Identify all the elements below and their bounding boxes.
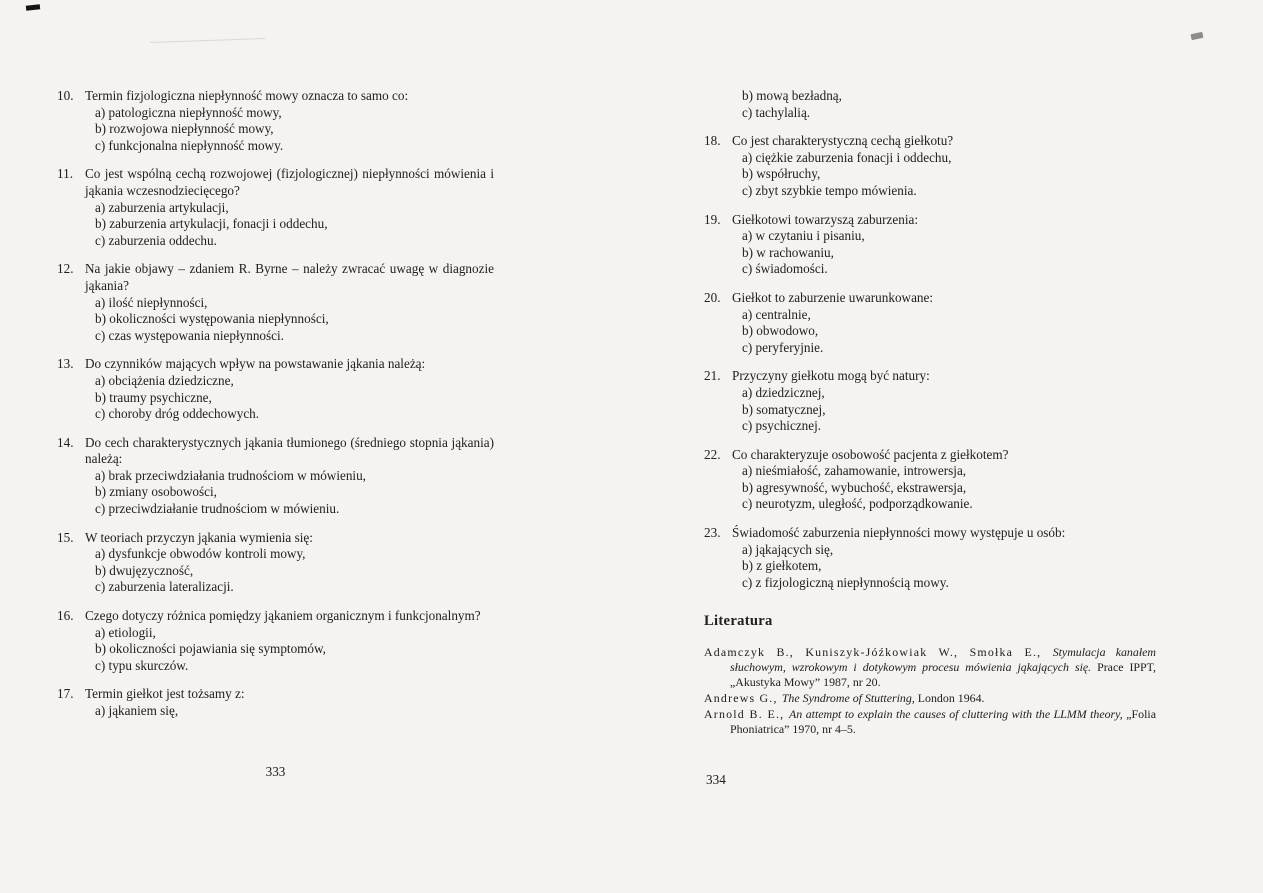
- question-option: b) w rachowaniu,: [742, 244, 834, 260]
- bibliography-title: An attempt to explain the causes of cluttering with the LLMM theory,: [789, 706, 1127, 721]
- question-body: [732, 212, 1156, 278]
- scan-artifact: [1191, 32, 1204, 40]
- question-body: [732, 368, 1156, 434]
- question-body: [85, 530, 494, 596]
- question-item: [704, 290, 1156, 356]
- bibliography-title: Stymulacja kanałem słuchowym, wzrokowym i dotykowym procesu mówienia jąkających się.: [730, 645, 1156, 674]
- bibliography-authors: Arnold B. E.,: [704, 706, 790, 721]
- question-item: [57, 435, 494, 518]
- question-body: [732, 290, 1156, 356]
- question-body: [732, 447, 1156, 513]
- question-number: 19.: [704, 211, 721, 227]
- question-option: b) somatycznej,: [742, 401, 826, 417]
- question-option: a) jąkaniem się,: [95, 703, 179, 718]
- bibliography-authors: Andrews G.,: [704, 690, 782, 705]
- question-option: b) zaburzenia artykulacji, fonacji i oddechu,: [95, 216, 328, 232]
- question-option: a) brak przeciwdziałania trudnościom w mówieniu,: [95, 467, 366, 483]
- question-item: [57, 686, 494, 719]
- page-number-right: 334: [706, 772, 726, 787]
- question-options: [742, 228, 1156, 278]
- question-option: c) funkcjonalna niepłynność mowy.: [95, 137, 284, 153]
- scan-artifact: [26, 4, 40, 10]
- question-number: 18.: [704, 133, 721, 149]
- bibliography-entry: [704, 707, 1156, 737]
- question-option: a) patologiczna niepłynność mowy,: [95, 104, 282, 120]
- question-number: 16.: [57, 608, 74, 624]
- question-text: Do czynników mających wpływ na powstawanie jąkania należą:: [85, 356, 426, 372]
- question-options: [742, 307, 1156, 357]
- question-text: W teoriach przyczyn jąkania wymienia się:: [85, 529, 313, 545]
- question-text: Przyczyny giełkotu mogą być natury:: [732, 368, 930, 384]
- question-number: 17.: [57, 686, 74, 702]
- question-option: b) obwodowo,: [742, 323, 819, 339]
- question-option: b) zmiany osobowości,: [95, 484, 217, 500]
- question-text: Termin fizjologiczna niepłynność mowy oznacza to samo co:: [85, 88, 409, 103]
- question-option: b) rozwojowa niepłynność mowy,: [95, 121, 274, 137]
- question-text: Termin giełkot jest tożsamy z:: [85, 686, 245, 702]
- question-options: [95, 105, 494, 155]
- question-item: [704, 212, 1156, 278]
- question-option: a) ciężkie zaburzenia fonacji i oddechu,: [742, 149, 952, 165]
- question-option: b) traumy psychiczne,: [95, 389, 212, 405]
- question-option: c) choroby dróg oddechowych.: [95, 406, 260, 422]
- question-number: 13.: [57, 356, 74, 372]
- question-option: c) tachylalią.: [742, 104, 811, 120]
- question-option: a) ilość niepłynności,: [95, 294, 208, 310]
- question-options: [742, 463, 1156, 513]
- question-number: 21.: [704, 368, 721, 384]
- question-options: [95, 546, 494, 596]
- question-options: [742, 150, 1156, 200]
- question-option: b) mową bezładną,: [742, 88, 842, 103]
- question-option: a) etiologii,: [95, 624, 156, 640]
- question-option: c) neurotyzm, uległość, podporządkowanie.: [742, 496, 973, 512]
- question-option: a) dziedzicznej,: [742, 384, 825, 400]
- right-questions: [704, 133, 1156, 591]
- question-option: b) agresywność, wybuchość, ekstrawersja,: [742, 479, 967, 495]
- question-option: c) przeciwdziałanie trudnościom w mówieniu.: [95, 501, 340, 517]
- question-option: b) okoliczności pojawiania się symptomów,: [95, 641, 326, 657]
- question-item: [57, 166, 494, 249]
- question-options: [95, 703, 494, 720]
- question-body: [85, 166, 494, 249]
- question-option: b) dwujęzyczność,: [95, 562, 194, 578]
- question-number: 14.: [57, 434, 74, 450]
- question-number: 12.: [57, 261, 74, 277]
- bibliography-authors: Adamczyk B., Kuniszyk-Jóźkowiak W., Smołka E.,: [704, 645, 1053, 660]
- question-body: [85, 356, 494, 422]
- question-number: 15.: [57, 529, 74, 545]
- question-option: b) współruchy,: [742, 166, 821, 182]
- question-text: Co jest charakterystyczną cechą giełkotu?: [732, 133, 954, 149]
- question-number: 11.: [57, 166, 73, 182]
- question-option: c) świadomości.: [742, 261, 828, 277]
- continued-options: [742, 88, 1156, 121]
- bibliography-entries: [704, 645, 1156, 736]
- question-text: Na jakie objawy – zdaniem R. Byrne – należy zwracać uwagę w diagnozie jąkania?: [85, 261, 494, 293]
- question-text: Czego dotyczy różnica pomiędzy jąkaniem organicznym i funkcjonalnym?: [85, 608, 481, 624]
- question-option: a) zaburzenia artykulacji,: [95, 199, 229, 215]
- question-body: [85, 88, 494, 154]
- question-body: [85, 686, 494, 719]
- question-item: [57, 530, 494, 596]
- question-options: [742, 542, 1156, 592]
- question-body: [732, 525, 1156, 591]
- question-body: [732, 133, 1156, 199]
- question-text: Giełkot to zaburzenie uwarunkowane:: [732, 289, 934, 305]
- scan-artifact: [150, 38, 265, 43]
- question-item: [704, 447, 1156, 513]
- question-option: c) czas występowania niepłynności.: [95, 327, 284, 343]
- question-options: [95, 468, 494, 518]
- question-options: [95, 295, 494, 345]
- question-options: [95, 200, 494, 250]
- question-options: [95, 625, 494, 675]
- question-option: a) w czytaniu i pisaniu,: [742, 228, 865, 244]
- question-option: b) okoliczności występowania niepłynności,: [95, 311, 329, 327]
- question-number: 23.: [704, 525, 721, 541]
- question-option: a) obciążenia dziedziczne,: [95, 372, 234, 388]
- question-option: c) zbyt szybkie tempo mówienia.: [742, 182, 917, 198]
- question-item: [57, 608, 494, 674]
- question-option: c) zaburzenia oddechu.: [95, 232, 217, 248]
- question-option: a) centralnie,: [742, 306, 811, 322]
- bibliography-publication: London 1964.: [917, 690, 985, 705]
- question-text: Świadomość zaburzenia niepłynności mowy występuje u osób:: [732, 525, 1066, 541]
- question-options: [95, 373, 494, 423]
- right-page: [704, 88, 1156, 737]
- question-number: 22.: [704, 446, 721, 462]
- bibliography-entry: [704, 645, 1156, 690]
- left-questions: [57, 88, 494, 720]
- question-item: [704, 133, 1156, 199]
- bibliography-title: The Syndrome of Stuttering,: [781, 690, 918, 705]
- question-text: Co charakteryzuje osobowość pacjenta z giełkotem?: [732, 446, 1009, 462]
- page-number-left: 333: [265, 764, 286, 779]
- question-option: c) zaburzenia lateralizacji.: [95, 579, 234, 595]
- question-body: [85, 435, 494, 518]
- bibliography-entry: [704, 691, 1156, 706]
- question-option: b) z giełkotem,: [742, 558, 822, 574]
- question-option: a) jąkających się,: [742, 541, 834, 557]
- question-option: a) nieśmiałość, zahamowanie, introwersja,: [742, 463, 967, 479]
- question-item: [57, 261, 494, 344]
- question-option: c) psychicznej.: [742, 418, 822, 434]
- question-number: 20.: [704, 289, 721, 305]
- question-item: [704, 368, 1156, 434]
- bibliography-publication: „Folia Phoniatrica” 1970, nr 4–5.: [730, 706, 1156, 736]
- bibliography-publication: Prace IPPT, „Akustyka Mowy” 1987, nr 20.: [730, 659, 1156, 689]
- question-number: 10.: [57, 88, 74, 103]
- question-text: Co jest wspólną cechą rozwojowej (fizjologicznej) niepłynności mówienia i jąkania wczesnodziecięcego?: [85, 166, 494, 198]
- bibliography-heading: Literatura: [704, 613, 773, 630]
- question-body: [85, 608, 494, 674]
- question-item: [57, 88, 494, 154]
- question-option: c) typu skurczów.: [95, 657, 189, 673]
- question-options: [742, 385, 1156, 435]
- question-option: c) z fizjologiczną niepłynnością mowy.: [742, 574, 949, 590]
- question-option: a) dysfunkcje obwodów kontroli mowy,: [95, 546, 306, 562]
- question-item: [704, 525, 1156, 591]
- question-text: Do cech charakterystycznych jąkania tłumionego (średniego stopnia jąkania) należą:: [85, 434, 494, 467]
- question-text: Giełkotowi towarzyszą zaburzenia:: [732, 211, 919, 227]
- question-item: [57, 356, 494, 422]
- question-body: [85, 261, 494, 344]
- question-option: c) peryferyjnie.: [742, 339, 824, 355]
- left-page: [57, 88, 494, 732]
